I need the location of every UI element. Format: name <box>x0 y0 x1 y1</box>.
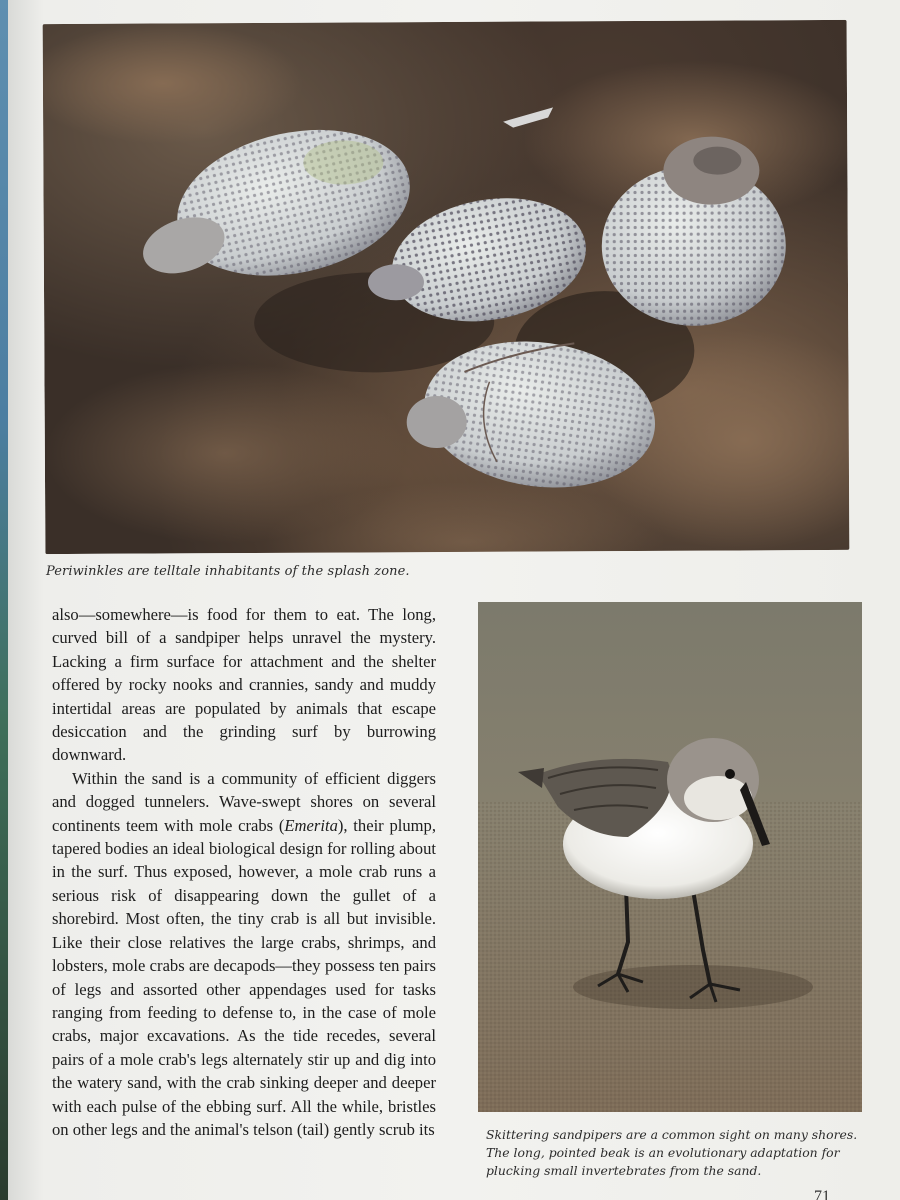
genus-name: Emerita <box>284 815 338 835</box>
periwinkles-caption: Periwinkles are telltale inhabitants of the splash zone. <box>46 564 410 579</box>
book-page <box>8 0 900 1200</box>
paragraph-1: also—somewhere—is food for them to eat. The long, curved bill of a sandpiper helps unravel the mystery. Lacking a firm surface for attachment and the shelter offered by rocky nooks and crannies, sandy and muddy intertidal areas are populated by animals that escape desiccation and the grinding surf by burrowing downward. <box>52 605 436 765</box>
paragraph-2 <box>52 767 436 1142</box>
paragraph-2-part-a: Within the sand is a community of efficient diggers and dogged tunnelers. Wave-swept shores on several continents teem with mole crabs ( <box>52 768 436 835</box>
sandpiper-photo <box>478 602 862 1112</box>
periwinkles-illustration <box>43 20 850 554</box>
periwinkles-photo <box>43 20 850 554</box>
sandpiper-caption: Skittering sandpipers are a common sight on many shores. The long, pointed beak is an evolutionary adaptation for plucking small invertebrates from the sand. <box>486 1127 858 1178</box>
body-text-column <box>52 603 436 1141</box>
page-number: 71 <box>814 1188 830 1200</box>
paragraph-2-part-b: ), their plump, tapered bodies an ideal biological design for rolling about in the surf. Thus exposed, however, a mole crab runs a serious risk of disappearing down the gullet of a shorebird. Most often, the tiny crab is all but invisible. Like their close relatives the large crabs, shrimps, and lobsters, mole crabs are decapods—they possess ten pairs of legs and assorted other appendages used for tasks ranging from feeding to defense to, in the case of mole crabs, major excavations. As the tide recedes, several pairs of a mole crab's legs alternately stir up and dig into the watery sand, with the crab sinking deeper and deeper with each pulse of the ebbing surf. All the while, bristles on other legs and the animal's telson (tail) gently scrub its <box>52 815 437 1139</box>
sandpiper-illustration <box>478 602 862 1112</box>
